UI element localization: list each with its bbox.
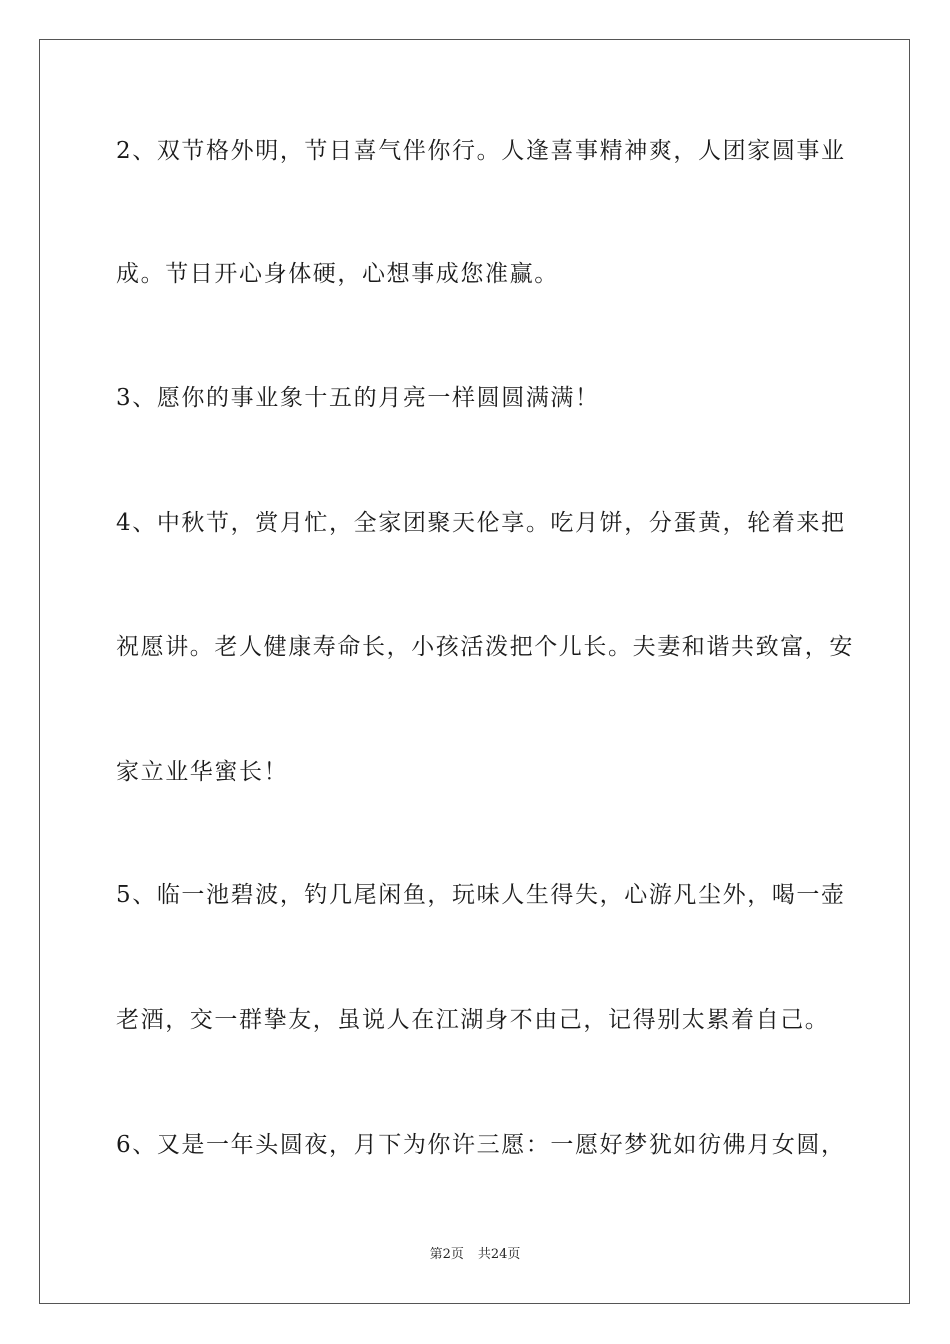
text-line: 3、愿你的事业象十五的月亮一样圆圆满满！ <box>116 385 600 411</box>
page-number: 第2页 <box>429 1247 464 1262</box>
text-line: 成。节日开心身体硬，心想事成您准赢。 <box>116 261 559 287</box>
page-border <box>39 39 910 1304</box>
page-total: 共24页 <box>477 1247 521 1262</box>
text-line: 家立业华蜜长！ <box>116 759 289 785</box>
text-line: 祝愿讲。老人健康寿命长，小孩活泼把个儿长。夫妻和谐共致富，安 <box>116 634 854 660</box>
text-line: 6、又是一年头圆夜，月下为你许三愿：一愿好梦犹如彷佛月女圆， <box>116 1132 846 1158</box>
text-line: 5、临一池碧波，钓几尾闲鱼，玩味人生得失，心游凡尘外，喝一壶 <box>116 882 846 908</box>
page-footer <box>0 1246 950 1264</box>
text-line: 4、中秋节，赏月忙，全家团聚天伦享。吃月饼，分蛋黄，轮着来把 <box>116 510 846 536</box>
text-line: 老酒，交一群挚友，虽说人在江湖身不由己，记得别太累着自己。 <box>116 1007 830 1033</box>
text-line: 2、双节格外明，节日喜气伴你行。人逢喜事精神爽，人团家圆事业 <box>116 138 846 164</box>
